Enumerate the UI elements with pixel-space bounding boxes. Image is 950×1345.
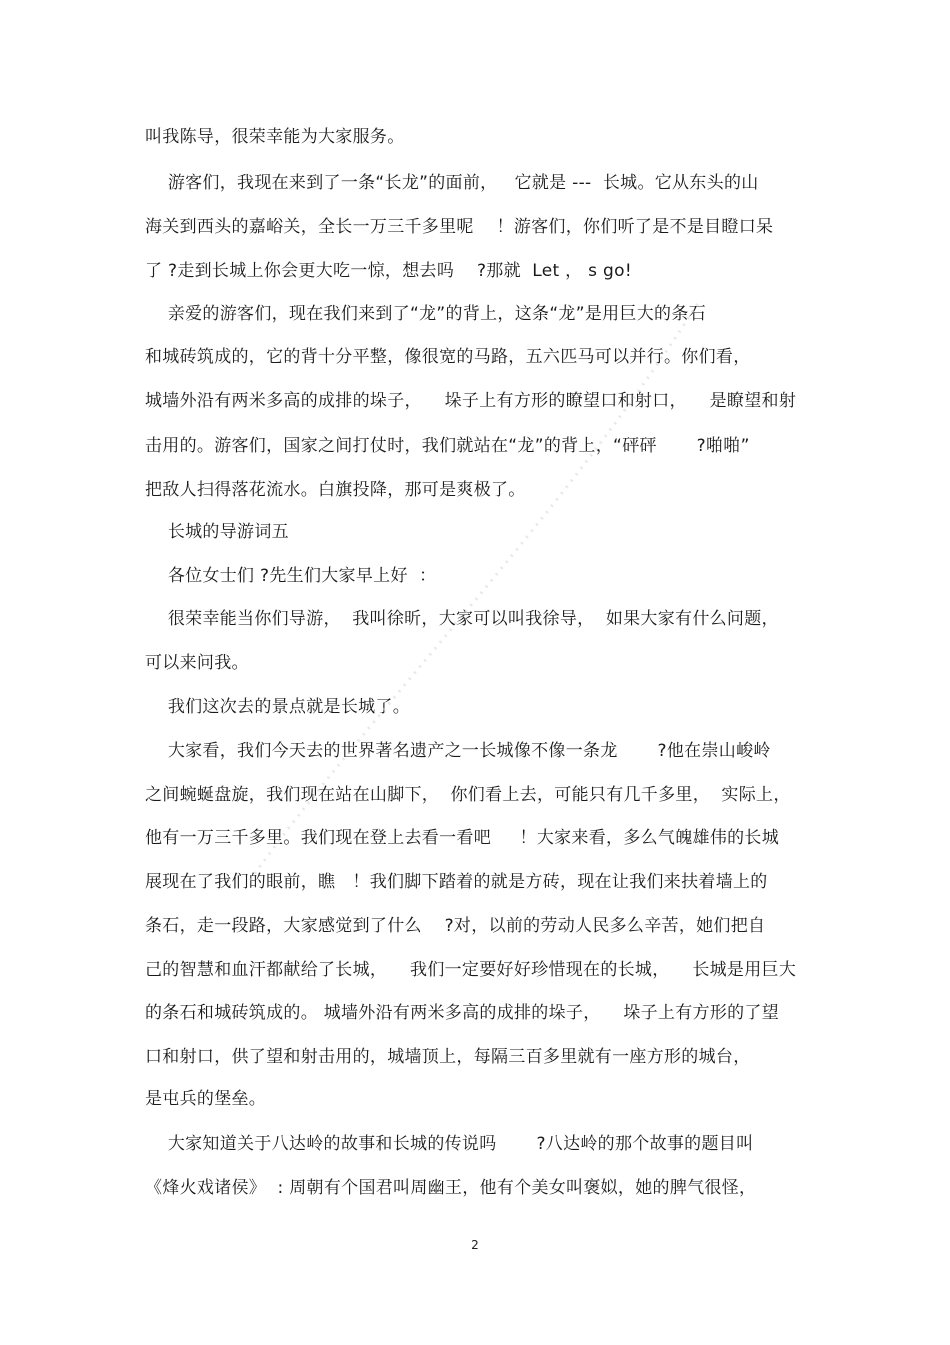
- text-line: 展现在了我们的眼前，瞧 ！我们脚下踏着的就是方砖，现在让我们来扶着墙上的: [145, 872, 768, 892]
- text-line: 城墙外沿有两米多高的成排的垛子， 垛子上有方形的瞭望口和射口， 是瞭望和射: [145, 391, 797, 411]
- text-line: 和城砖筑成的，它的背十分平整，像很宽的马路，五六匹马可以并行。你们看，: [145, 347, 751, 367]
- text-line: 之间蜿蜒盘旋，我们现在站在山脚下， 你们看上去，可能只有几千多里， 实际上，: [145, 785, 791, 805]
- text-line: 各位女士们 ?先生们大家早上好 ：: [145, 566, 437, 586]
- text-line: 把敌人扫得落花流水。白旗投降，那可是爽极了。: [145, 480, 526, 500]
- text-line: 口和射口，供了望和射击用的，城墙顶上，每隔三百多里就有一座方形的城台，: [145, 1047, 751, 1067]
- text-line: 他有一万三千多里。我们现在登上去看一看吧 ！大家来看，多么气魄雄伟的长城: [145, 828, 780, 848]
- text-line: 很荣幸能当你们导游， 我叫徐昕，大家可以叫我徐导， 如果大家有什么问题，: [145, 609, 779, 629]
- text-line: 己的智慧和血汗都献给了长城， 我们一定要好好珍惜现在的长城， 长城是用巨大: [145, 960, 797, 980]
- text-line: 大家知道关于八达岭的故事和长城的传说吗 ?八达岭的那个故事的题目叫: [145, 1134, 754, 1154]
- text-line: 海关到西头的嘉峪关，全长一万三千多里呢 ！游客们，你们听了是不是目瞪口呆: [145, 217, 774, 237]
- text-line: 击用的。游客们，国家之间打仗时，我们就站在“龙”的背上，“砰砰 ?啪啪”: [145, 436, 750, 456]
- text-line: 《烽火戏诸侯》 : 周朝有个国君叫周幽王，他有个美女叫褒姒，她的脾气很怪，: [145, 1178, 757, 1198]
- text-line: 的条石和城砖筑成的。 城墙外沿有两米多高的成排的垛子， 垛子上有方形的了望: [145, 1003, 780, 1023]
- text-line: 是屯兵的堡垒。: [145, 1089, 267, 1109]
- text-line: 游客们，我现在来到了一条“长龙”的面前， 它就是 --- 长城。它从东头的山: [145, 173, 759, 193]
- page-number: 2: [471, 1238, 479, 1252]
- text-line: 大家看，我们今天去的世界著名遗产之一长城像不像一条龙 ?他在崇山峻岭: [145, 741, 771, 761]
- text-line: 亲爱的游客们，现在我们来到了“龙”的背上，这条“龙”是用巨大的条石: [145, 304, 706, 324]
- text-line: 可以来问我。: [145, 653, 249, 673]
- text-line: 条石，走一段路，大家感觉到了什么 ?对，以前的劳动人民多么辛苦，她们把自: [145, 916, 766, 936]
- text-line: 了 ?走到长城上你会更大吃一惊，想去吗 ?那就 Let ， s go!: [145, 261, 632, 281]
- text-line: 长城的导游词五: [145, 522, 289, 542]
- text-line: 叫我陈导，很荣幸能为大家服务。: [145, 127, 405, 147]
- text-line: 我们这次去的景点就是长城了。: [145, 697, 411, 717]
